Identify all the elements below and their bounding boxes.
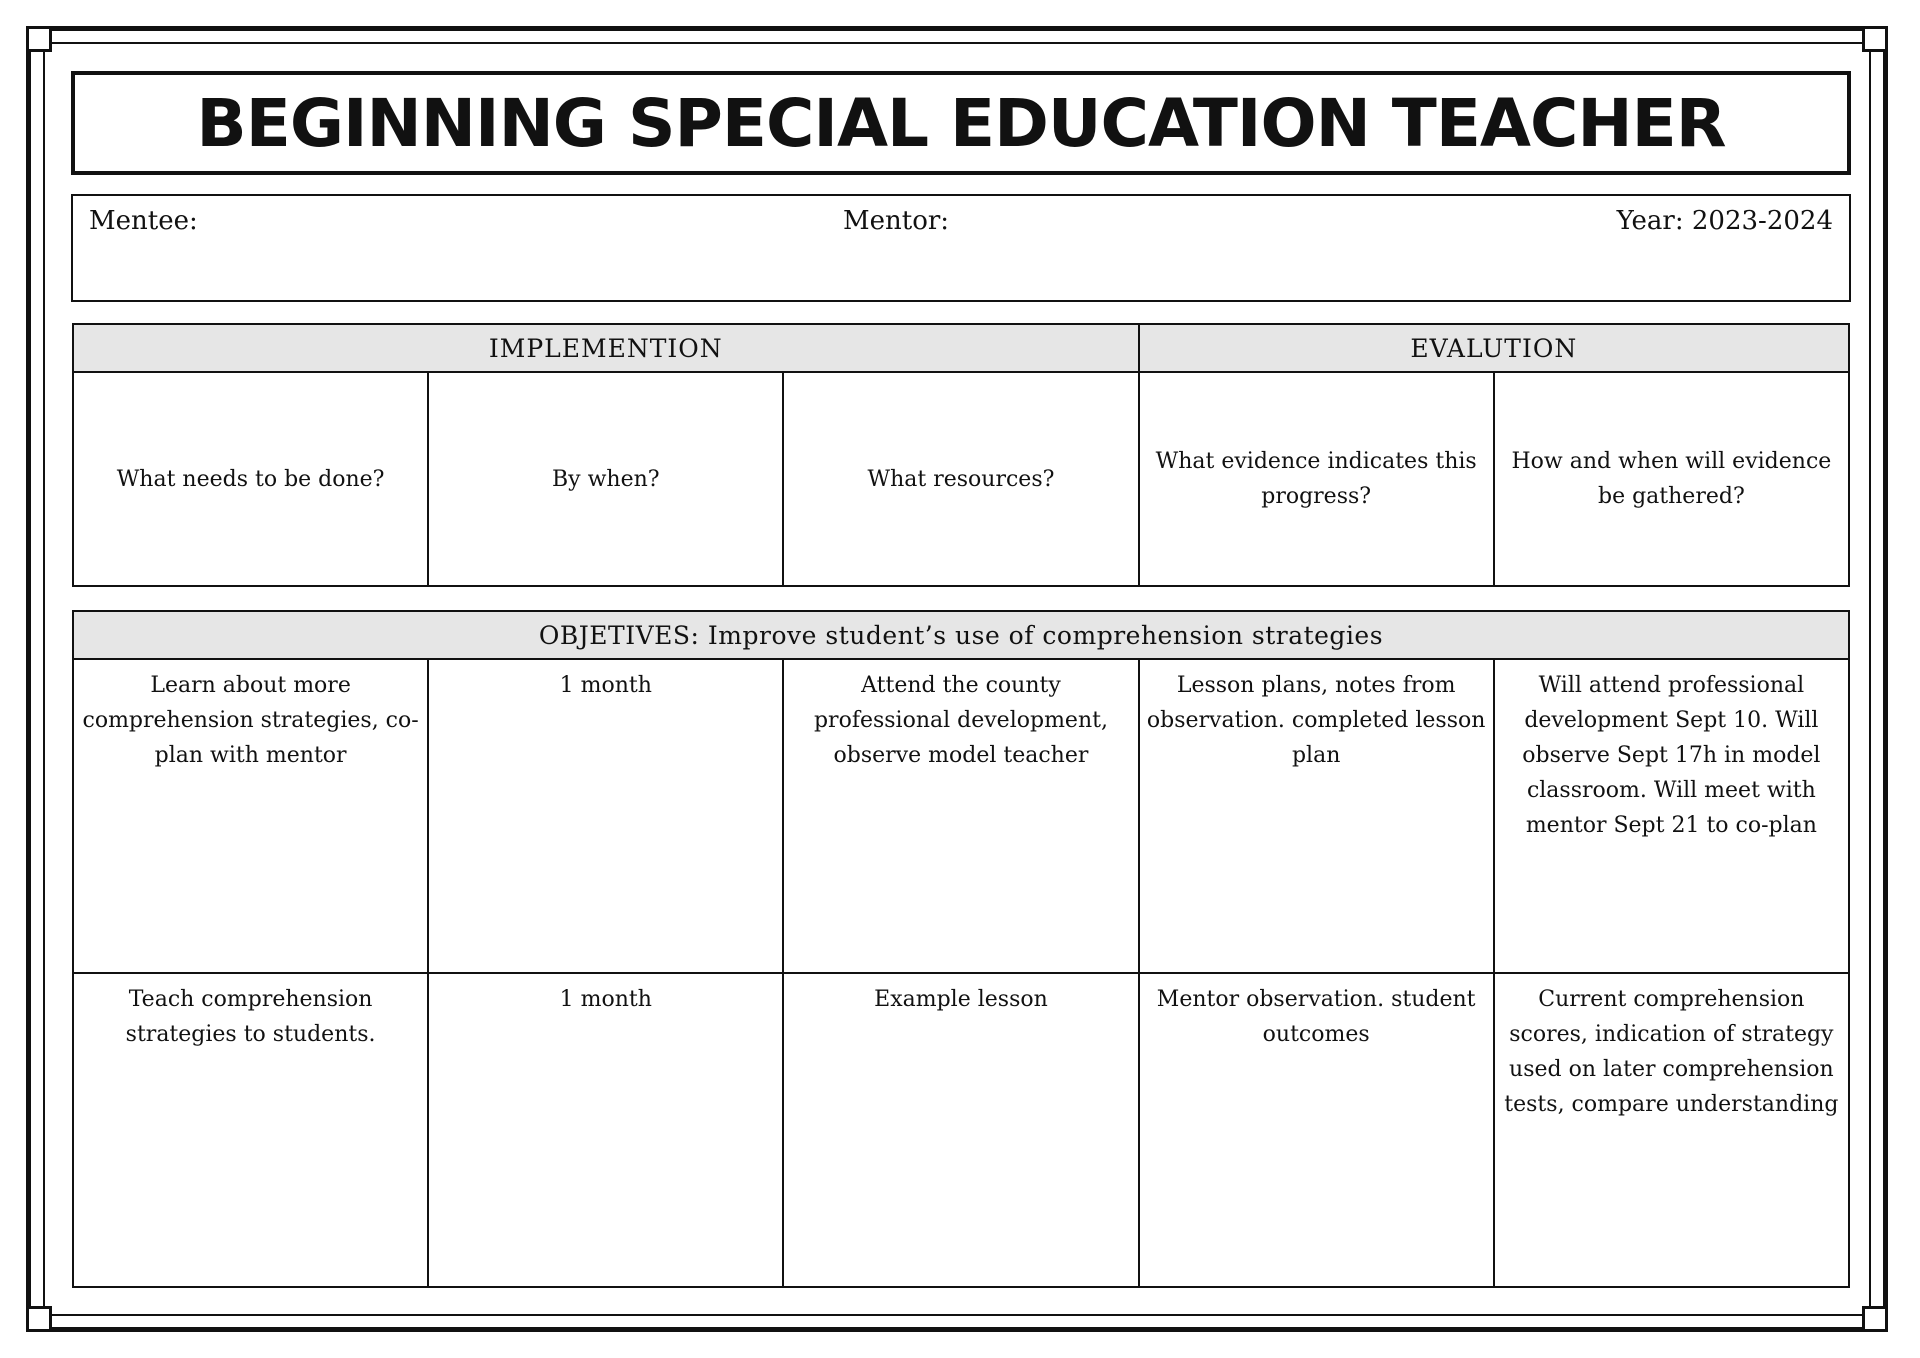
objective-header: OBJETIVES: Improve student’s use of comprehension strategies bbox=[73, 611, 1849, 659]
table-cell: 1 month bbox=[428, 659, 783, 973]
corner-ornament bbox=[26, 1306, 52, 1332]
mentee-label: Mentee: bbox=[89, 206, 198, 236]
evaluation-header: EVALUTION bbox=[1139, 324, 1849, 372]
table-row bbox=[73, 973, 1849, 1287]
page-title: BEGINNING SPECIAL EDUCATION TEACHER bbox=[196, 84, 1726, 162]
corner-ornament bbox=[1862, 1306, 1888, 1332]
objectives-table bbox=[72, 610, 1850, 1288]
table-cell: Lesson plans, notes from observation. completed lesson plan bbox=[1139, 659, 1494, 973]
question-cell: What resources? bbox=[783, 372, 1138, 586]
table-cell: Current comprehension scores, indication of strategy used on later comprehension tests, compare understanding bbox=[1494, 973, 1849, 1287]
table-cell: Mentor observation. student outcomes bbox=[1139, 973, 1494, 1287]
implementation-header: IMPLEMENTION bbox=[73, 324, 1139, 372]
table-row bbox=[73, 659, 1849, 973]
title-banner bbox=[71, 71, 1851, 175]
questions-table bbox=[72, 323, 1850, 587]
table-cell: Example lesson bbox=[783, 973, 1138, 1287]
table-cell: Teach comprehension strategies to students. bbox=[73, 973, 428, 1287]
question-cell: What evidence indicates this progress? bbox=[1139, 372, 1494, 586]
corner-ornament bbox=[26, 26, 52, 52]
table-cell: Attend the county professional development, observe model teacher bbox=[783, 659, 1138, 973]
table-cell: 1 month bbox=[428, 973, 783, 1287]
corner-ornament bbox=[1862, 26, 1888, 52]
year-label: Year: 2023-2024 bbox=[1616, 206, 1833, 236]
question-cell: What needs to be done? bbox=[73, 372, 428, 586]
info-box bbox=[71, 194, 1851, 302]
mentor-label: Mentor: bbox=[843, 206, 950, 236]
question-cell: How and when will evidence be gathered? bbox=[1494, 372, 1849, 586]
table-cell: Learn about more comprehension strategies, co-plan with mentor bbox=[73, 659, 428, 973]
table-cell: Will attend professional development Sept 10. Will observe Sept 17h in model classroom. Will meet with mentor Sept 21 to co-plan bbox=[1494, 659, 1849, 973]
question-cell: By when? bbox=[428, 372, 783, 586]
